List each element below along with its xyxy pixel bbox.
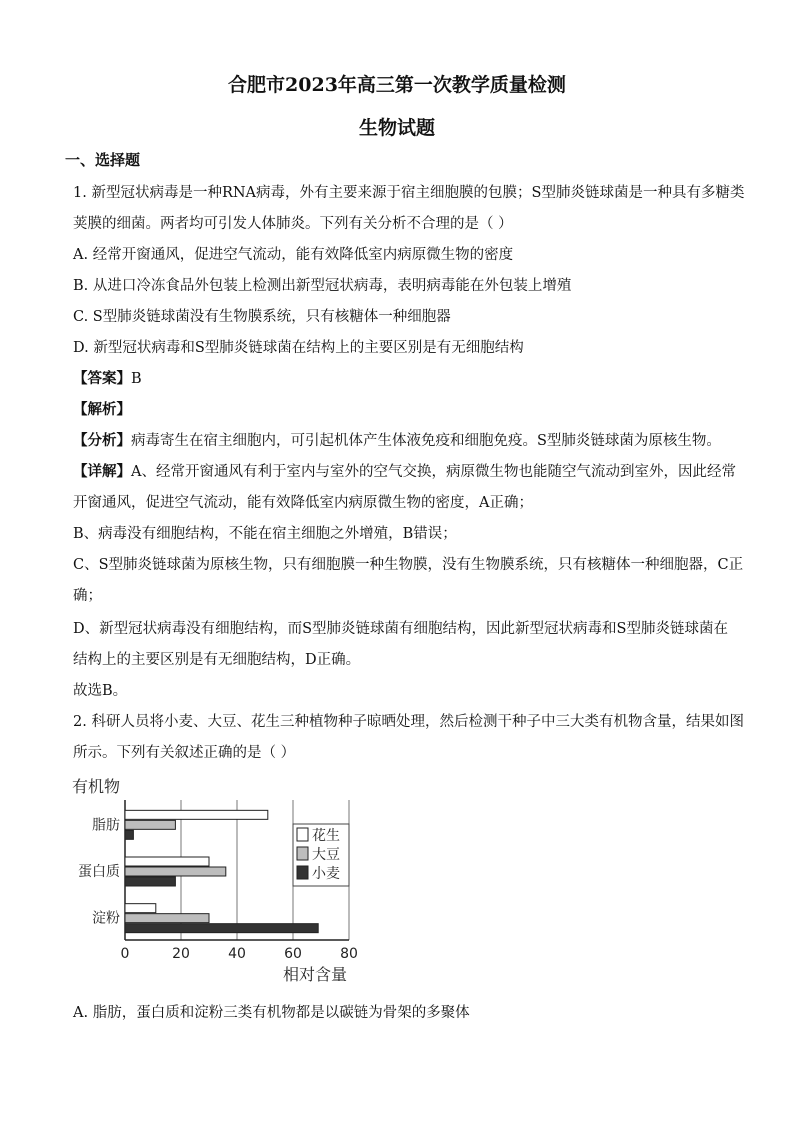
- category-label: 蛋白质: [78, 864, 120, 880]
- q1-fenxi: [73, 431, 721, 451]
- category-label: 脂肪: [92, 817, 120, 834]
- q1-option-c: C. S型肺炎链球菌没有生物膜系统，只有核糖体一种细胞器: [73, 309, 451, 325]
- q2-stem-line1: 2. 科研人员将小麦、大豆、花生三种植物种子晾晒处理，然后检测干种子中三大类有机物含量，结果如图: [73, 714, 744, 730]
- legend-swatch: [297, 828, 308, 841]
- q1-xiangjie-line1: [73, 462, 736, 482]
- q1-answer: [73, 369, 142, 389]
- bar-大豆: [125, 820, 175, 829]
- bar-花生: [125, 810, 268, 819]
- q2-stem-line2: 所示。下列有关叙述正确的是（ ）: [73, 745, 296, 761]
- xiangjie-tag: 【详解】: [73, 463, 131, 480]
- q1-stem-line2: 荚膜的细菌。两者均可引发人体肺炎。下列有关分析不合理的是（ ）: [73, 216, 513, 232]
- answer-tag: 【答案】: [73, 370, 131, 387]
- q1-option-b: B. 从进口冷冻食品外包装上检测出新型冠状病毒，表明病毒能在外包装上增殖: [73, 278, 572, 294]
- q1-b-explain: B、病毒没有细胞结构，不能在宿主细胞之外增殖，B错误；: [73, 526, 457, 542]
- x-tick-label: 40: [228, 946, 246, 962]
- bar-小麦: [125, 924, 318, 933]
- bar-小麦: [125, 877, 175, 886]
- q1-option-d: D. 新型冠状病毒和S型肺炎链球菌在结构上的主要区别是有无细胞结构: [73, 340, 524, 356]
- bar-花生: [125, 857, 209, 866]
- legend-swatch: [297, 847, 308, 860]
- q1-c-explain-line2: 确；: [73, 588, 102, 604]
- x-tick-label: 80: [340, 946, 358, 962]
- x-tick-label: 60: [284, 946, 302, 962]
- organic-matter-bar-chart: [70, 770, 360, 990]
- bar-小麦: [125, 830, 133, 839]
- fenxi-tag: 【分析】: [73, 432, 131, 449]
- q1-xiangjie-line2: 开窗通风，促进空气流动，能有效降低室内病原微生物的密度，A正确；: [73, 495, 533, 511]
- legend-label: 小麦: [312, 866, 340, 882]
- x-tick-label: 0: [120, 946, 130, 962]
- q1-d-explain-line1: D、新型冠状病毒没有细胞结构，而S型肺炎链球菌有细胞结构，因此新型冠状病毒和S型肺炎链球菌在: [73, 621, 728, 637]
- chart-xlabel: 相对含量: [283, 965, 348, 984]
- answer-value: B: [131, 371, 142, 387]
- q1-conclusion: 故选B。: [73, 683, 128, 699]
- x-tick-label: 20: [172, 946, 190, 962]
- q1-stem-line1: 1. 新型冠状病毒是一种RNA病毒，外有主要来源于宿主细胞膜的包膜；S型肺炎链球菌是一种具有多糖类: [73, 185, 745, 201]
- legend-swatch: [297, 866, 308, 879]
- q1-d-explain-line2: 结构上的主要区别是有无细胞结构，D正确。: [73, 652, 361, 668]
- q2-option-a: A. 脂肪，蛋白质和淀粉三类有机物都是以碳链为骨架的多聚体: [73, 1005, 470, 1021]
- bar-花生: [125, 904, 156, 913]
- document-title: 合肥市2023年高三第一次教学质量检测: [228, 74, 566, 96]
- bar-大豆: [125, 867, 226, 876]
- category-label: 淀粉: [92, 910, 120, 927]
- q1-c-explain-line1: C、S型肺炎链球菌为原核生物，只有细胞膜一种生物膜，没有生物膜系统，只有核糖体一种细胞器，C正: [73, 557, 744, 573]
- section-heading: 一、选择题: [65, 151, 141, 169]
- xiangjie-text: A、经常开窗通风有利于室内与室外的空气交换，病原微生物也能随空气流动到室外，因此经常: [131, 464, 736, 480]
- legend-label: 大豆: [312, 847, 340, 863]
- legend-label: 花生: [312, 828, 340, 844]
- q1-option-a: A. 经常开窗通风，促进空气流动，能有效降低室内病原微生物的密度: [73, 247, 514, 263]
- fenxi-text: 病毒寄生在宿主细胞内，可引起机体产生体液免疫和细胞免疫。S型肺炎链球菌为原核生物。: [131, 433, 721, 449]
- q1-analysis-tag: [73, 400, 131, 420]
- document-subtitle: 生物试题: [358, 117, 435, 139]
- bar-大豆: [125, 914, 209, 923]
- chart-ylabel: 有机物: [72, 777, 121, 796]
- analysis-tag: 【解析】: [73, 401, 131, 418]
